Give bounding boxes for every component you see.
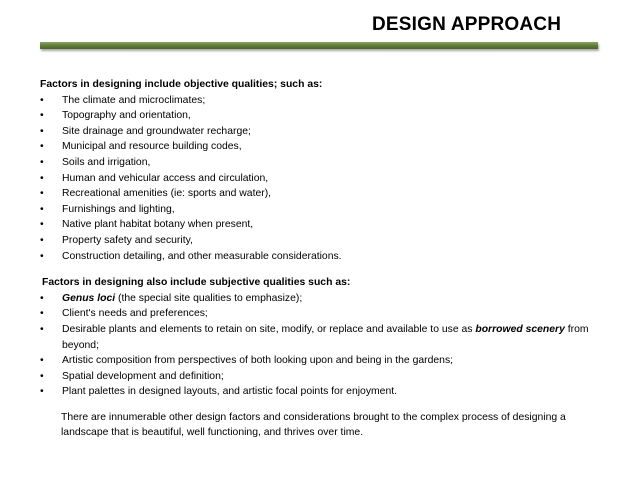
list-item xyxy=(40,155,610,171)
list-item-text: Recreational amenities (ie: sports and water), xyxy=(62,188,272,200)
bullet-icon: • xyxy=(40,203,44,215)
list-item-text: Topography and orientation, xyxy=(62,110,191,122)
list-item-text: Plant palettes in designed layouts, and artistic focal points for enjoyment. xyxy=(62,386,398,398)
title-divider-bar xyxy=(40,42,598,49)
list-item xyxy=(40,306,610,322)
list-item-text: Artistic composition from perspectives of both looking upon and being in the gardens; xyxy=(62,355,454,367)
list-item xyxy=(40,291,610,307)
list-item-text: Property safety and security, xyxy=(62,234,193,246)
bullet-icon: • xyxy=(40,386,44,398)
bullet-icon: • xyxy=(40,323,44,335)
list-item xyxy=(40,171,610,187)
emphasis-text: Genus loci xyxy=(62,292,116,304)
list-item-text: Native plant habitat botany when present, xyxy=(62,219,254,231)
list-item xyxy=(40,384,610,400)
bullet-icon: • xyxy=(40,172,44,184)
subjective-list xyxy=(40,291,610,400)
emphasis-text: borrowed scenery xyxy=(475,323,565,335)
bullet-icon: • xyxy=(40,110,44,122)
list-item-text: Construction detailing, and other measurable considerations. xyxy=(62,250,342,262)
bullet-icon: • xyxy=(40,250,44,262)
slide-title: DESIGN APPROACH xyxy=(372,14,562,35)
closing-paragraph: There are innumerable other design factors and considerations brought to the complex process of designing a landscape that is beautiful, well functioning, and thrives over time. xyxy=(61,411,566,439)
list-item-text: Client's needs and preferences; xyxy=(62,308,208,320)
list-item xyxy=(40,139,610,155)
bullet-icon: • xyxy=(40,234,44,246)
bullet-icon: • xyxy=(40,308,44,320)
list-item xyxy=(40,186,610,202)
list-item-text: Human and vehicular access and circulation, xyxy=(62,172,269,184)
bullet-icon: • xyxy=(40,125,44,137)
list-item xyxy=(40,233,610,249)
list-item-text: Spatial development and definition; xyxy=(62,370,224,382)
bullet-icon: • xyxy=(40,370,44,382)
list-item-text: (the special site qualities to emphasize); xyxy=(115,292,303,304)
list-item-text: from beyond; xyxy=(62,323,589,351)
list-item xyxy=(40,249,610,265)
bullet-icon: • xyxy=(40,292,44,304)
objective-heading: Factors in designing include objective qualities; such as: xyxy=(40,79,323,90)
list-item-text: The climate and microclimates; xyxy=(62,94,206,106)
list-item xyxy=(40,124,610,140)
list-item xyxy=(40,93,610,109)
bullet-icon: • xyxy=(40,156,44,168)
list-item-text: Municipal and resource building codes, xyxy=(62,141,242,153)
bullet-icon: • xyxy=(40,188,44,200)
bullet-icon: • xyxy=(40,355,44,367)
list-item xyxy=(40,369,610,385)
bullet-icon: • xyxy=(40,141,44,153)
list-item xyxy=(40,202,610,218)
list-item xyxy=(40,322,610,353)
list-item xyxy=(40,108,610,124)
bullet-icon: • xyxy=(40,219,44,231)
list-item-text: Soils and irrigation, xyxy=(62,156,151,168)
slide-body xyxy=(40,77,610,451)
subjective-heading: Factors in designing also include subjective qualities such as: xyxy=(42,277,351,289)
list-item-text: Desirable plants and elements to retain on site, modify, or replace and available to use as xyxy=(62,323,476,335)
list-item-text: Furnishings and lighting, xyxy=(62,203,175,215)
objective-list xyxy=(40,93,610,265)
list-item-text: Site drainage and groundwater recharge; xyxy=(62,125,251,137)
list-item xyxy=(40,353,610,369)
bullet-icon: • xyxy=(40,94,44,106)
list-item xyxy=(40,217,610,233)
